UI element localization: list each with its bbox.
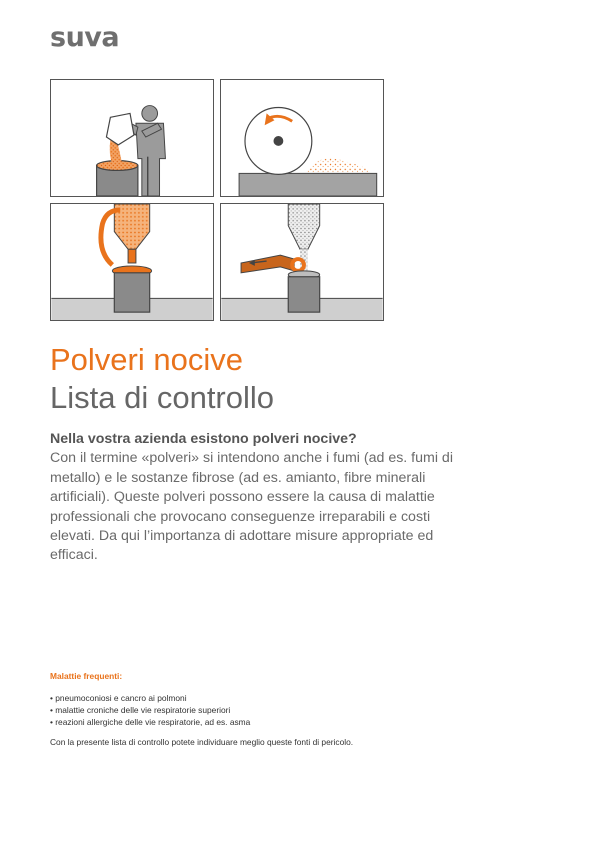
illustration-funnel-extraction	[220, 203, 384, 321]
list-item: • pneumoconiosi e cancro ai polmoni	[50, 692, 530, 704]
closing-text: Con la presente lista di controllo potete individuare meglio queste fonti di pericolo.	[50, 737, 354, 747]
intro-body: Con il termine «polveri» si intendono anche i fumi (ad es. fumi di metallo) e le sostanze fibrose (ad es. amianto, fibre minerali artificiali). Queste polveri possono essere la causa di malattie professionali che provocano conseguenze irreparabili e costi elevati. Da qui l’importanza di adottare misure appropriate ed efficaci.	[50, 450, 453, 564]
diseases-list	[50, 692, 530, 728]
title-primary: Polveri nocive	[50, 342, 243, 377]
illustration-worker-pouring-powder	[50, 79, 214, 197]
diseases-heading: Malattie frequenti:	[50, 671, 123, 681]
intro-paragraph	[50, 430, 470, 566]
suva-logo: suva	[50, 22, 120, 53]
list-item: • reazioni allergiche delle vie respiratorie, ad es. asma	[50, 716, 530, 728]
illustration-silo-extraction	[50, 203, 214, 321]
diseases-section	[50, 670, 530, 748]
intro-question: Nella vostra azienda esistono polveri nocive?	[50, 431, 357, 447]
title-secondary: Lista di controllo	[50, 380, 275, 415]
list-item: • malattie croniche delle vie respiratorie superiori	[50, 704, 530, 716]
illustration-grinding-wheel	[220, 79, 384, 197]
